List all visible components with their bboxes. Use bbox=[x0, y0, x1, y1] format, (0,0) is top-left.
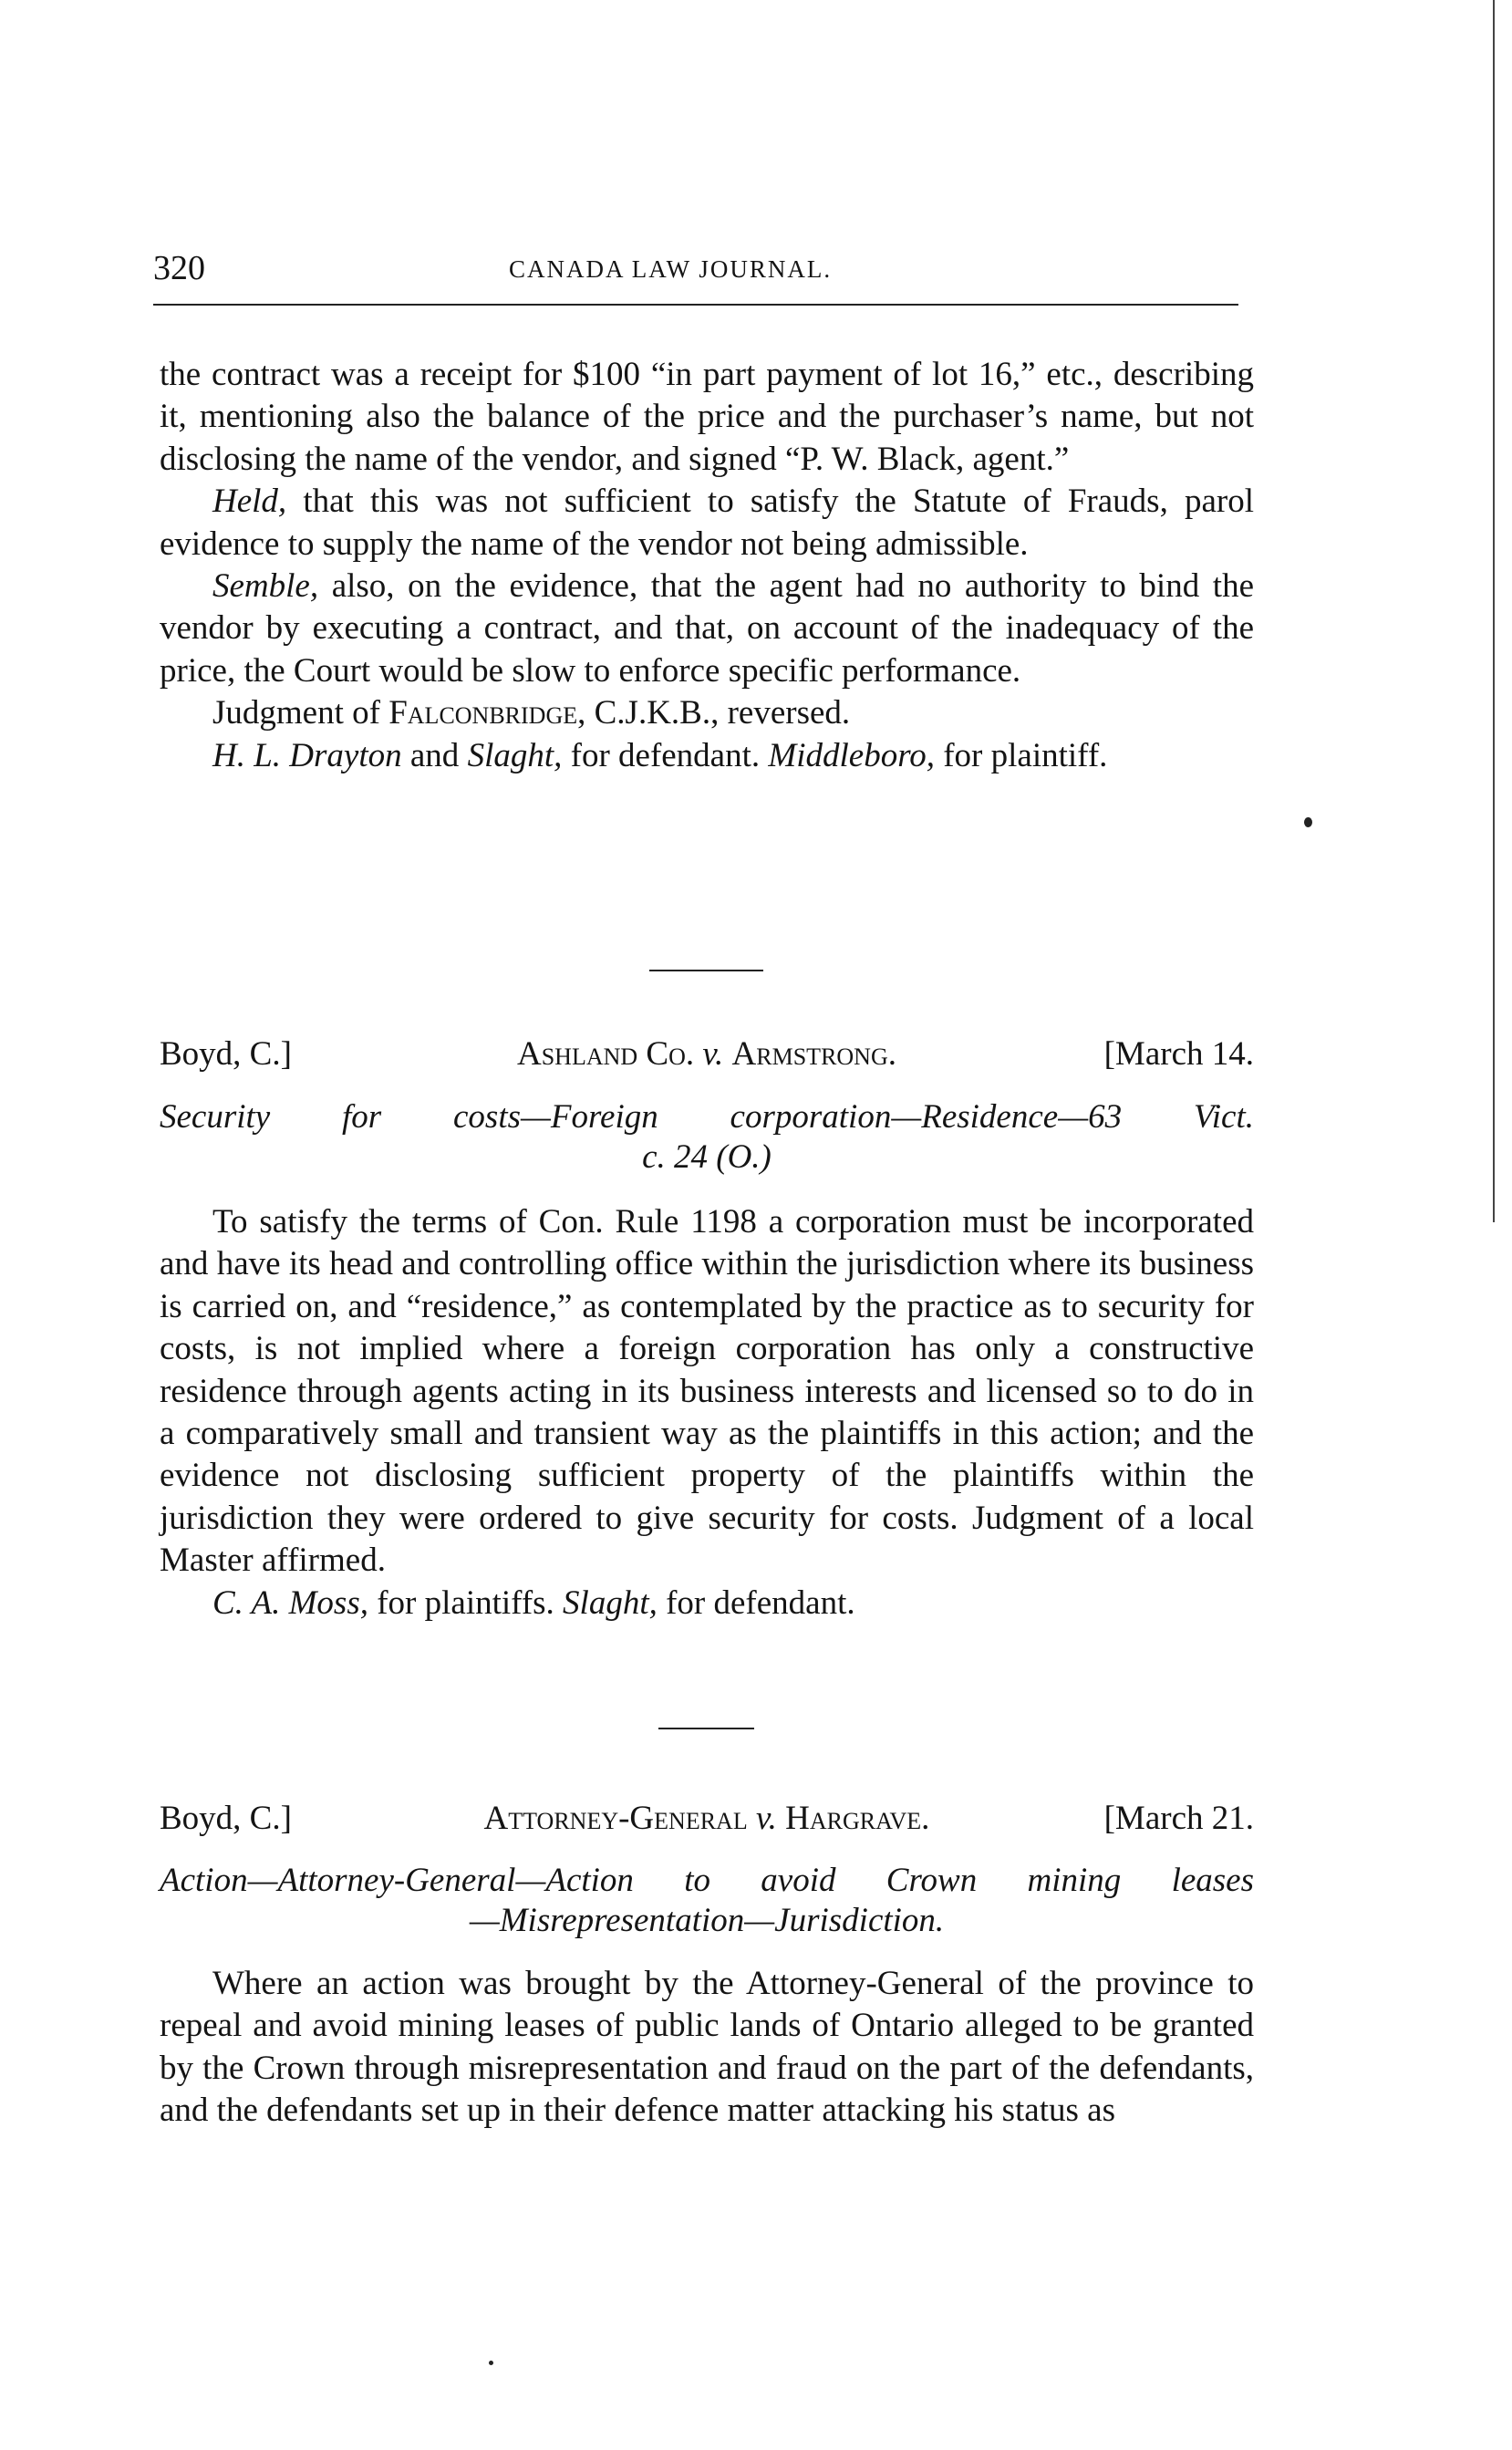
case2-versus: v. bbox=[694, 1035, 732, 1073]
counsel-for-plaintiff: for plaintiff. bbox=[934, 736, 1108, 774]
running-title: CANADA LAW JOURNAL. bbox=[509, 255, 833, 283]
header-rule bbox=[153, 304, 1238, 306]
case-separator bbox=[649, 970, 763, 971]
judgment-judge: Falconbridge bbox=[388, 694, 578, 732]
case3-catchwords bbox=[160, 1861, 1254, 1941]
case3-text bbox=[160, 1963, 1254, 2133]
counsel-slaght: Slaght, bbox=[467, 736, 563, 774]
scan-speck-2 bbox=[489, 2361, 493, 2365]
semble-text: also, on the evidence, that the agent had no authority to bind the vendor by executing a contract, and that, on account of the inadequacy of the price, the Court would be slow to enforce specific performance. bbox=[160, 567, 1254, 690]
case1-counsel bbox=[160, 735, 1254, 777]
case1-text bbox=[160, 354, 1254, 777]
semble-label: Semble, bbox=[212, 567, 319, 606]
counsel-and: and bbox=[401, 736, 468, 774]
page-header bbox=[153, 248, 1248, 294]
case2-catch-line1: Security for costs—Foreign corporation—Residence—63 Vict. bbox=[160, 1098, 1254, 1136]
case1-semble bbox=[160, 566, 1254, 692]
case3-catch-line2: —Misrepresentation—Jurisdiction. bbox=[469, 1902, 945, 1939]
case3-party-b: Hargrave. bbox=[785, 1800, 930, 1837]
counsel-moss: C. A. Moss, bbox=[212, 1583, 368, 1622]
page-number: 320 bbox=[153, 249, 205, 287]
case2-party-b: Armstrong. bbox=[731, 1035, 896, 1073]
case3-title bbox=[160, 1799, 1254, 1838]
case2-catchwords bbox=[160, 1097, 1254, 1178]
held-text: that this was not sufficient to satisfy the Statute of Frauds, parol evidence to supply the name of the vendor not being admissible. bbox=[160, 483, 1254, 563]
counsel-middleboro: Middleboro, bbox=[768, 736, 935, 774]
case2-text bbox=[160, 1201, 1254, 1625]
case2-counsel bbox=[160, 1583, 1254, 1625]
counsel-for-plaintiffs: for plaintiffs. bbox=[368, 1583, 564, 1622]
case2-party-a: Ashland Co. bbox=[516, 1035, 695, 1073]
case3-party-a: Attorney-General bbox=[483, 1800, 748, 1837]
case3-catch-line1: Action—Attorney-General—Action to avoid Crown mining leases bbox=[160, 1862, 1254, 1899]
case2-title bbox=[160, 1034, 1254, 1074]
case3-versus: v. bbox=[747, 1800, 786, 1837]
case2-judge: Boyd, C.] bbox=[160, 1035, 292, 1073]
case1-judgment bbox=[160, 692, 1254, 734]
case1-held bbox=[160, 481, 1254, 566]
held-label: Held, bbox=[212, 483, 287, 521]
counsel-for-defendant-2: for defendant. bbox=[657, 1583, 855, 1622]
case3-date: [March 21. bbox=[1103, 1800, 1254, 1837]
case2-heading bbox=[160, 1034, 1254, 1078]
case1-opening: the contract was a receipt for $100 “in part payment of lot 16,” etc., describing it, mentioning also the balance of the price and the purchaser’s name, but not disclosing the name of the vendor, and signed “P. W. Black, agent.” bbox=[160, 356, 1254, 478]
case2-body: To satisfy the terms of Con. Rule 1198 a corporation must be incorporated and have its head and controlling office within the jurisdiction where its business is carried on, and “residence,” as contemplated by the practice as to security for costs, is not implied where a foreign corporation has only a constructive residence through agents acting in its business interests and licensed so to do in a comparatively small and transient way as the plaintiffs in this action; and the evidence not disclosing sufficient property of the plaintiffs within the jurisdiction they were ordered to give security for costs. Judgment of a local Master affirmed. bbox=[160, 1203, 1254, 1580]
counsel-slaght-2: Slaght, bbox=[563, 1583, 658, 1622]
case3-judge: Boyd, C.] bbox=[160, 1800, 292, 1837]
counsel-drayton: H. L. Drayton bbox=[212, 736, 402, 774]
case2-date: [March 14. bbox=[1103, 1035, 1254, 1073]
case3-heading bbox=[160, 1799, 1254, 1843]
counsel-for-defendant: for defendant. bbox=[562, 736, 769, 774]
judgment-suffix: , C.J.K.B., reversed. bbox=[577, 694, 851, 732]
case2-catch-line2: c. 24 (O.) bbox=[642, 1138, 772, 1176]
scan-speck bbox=[1304, 817, 1312, 827]
scan-edge-line bbox=[1493, 0, 1495, 1222]
case-separator-2 bbox=[658, 1728, 754, 1729]
case3-body: Where an action was brought by the Attorney-General of the province to repeal and avoid mining leases of public lands of Ontario alleged to be granted by the Crown through misrepresentation and fraud on the part of the defendants, and the defendants set up in their defence matter attacking his status as bbox=[160, 1965, 1254, 2130]
judgment-prefix: Judgment of bbox=[212, 694, 389, 732]
